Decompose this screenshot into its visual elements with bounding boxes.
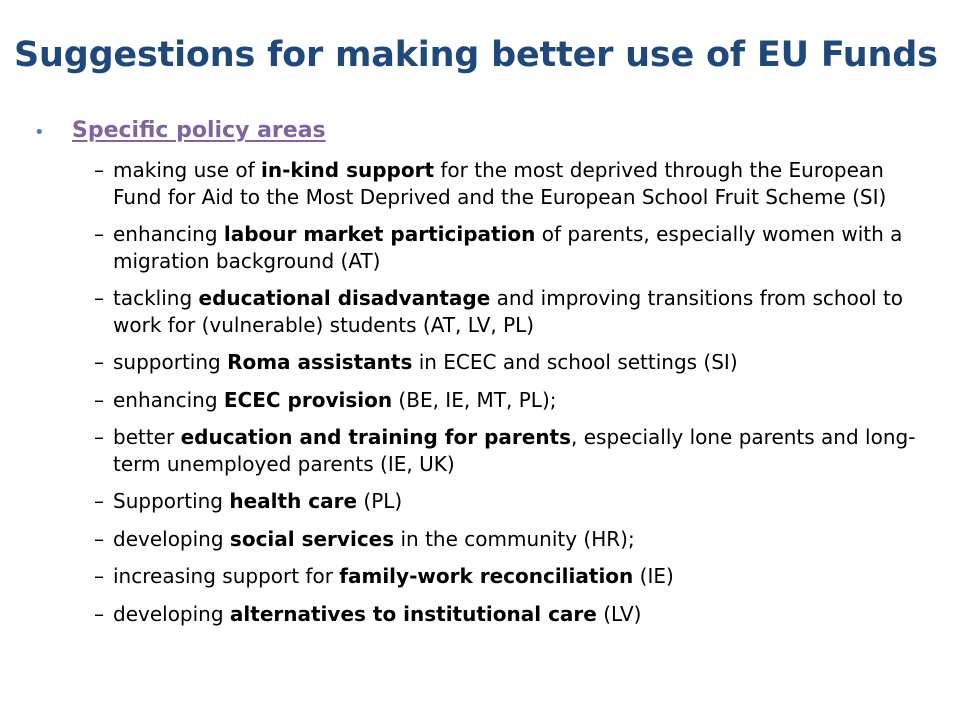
item-text	[113, 387, 920, 414]
item-text-post: (LV)	[596, 601, 642, 626]
list-item	[94, 387, 920, 414]
dash-icon: –	[94, 425, 104, 449]
list-item	[94, 285, 920, 338]
dash-icon: –	[94, 601, 104, 626]
list-item	[94, 563, 920, 590]
item-text	[113, 285, 920, 338]
item-text	[113, 424, 920, 477]
item-text	[113, 563, 920, 590]
item-text-bold: family-work reconciliation	[339, 564, 634, 588]
list-item	[94, 349, 920, 376]
item-text-bold: labour market participation	[223, 222, 536, 246]
list-item	[94, 157, 920, 210]
dash-icon: –	[94, 387, 104, 412]
bullet-dot-icon: •	[34, 122, 45, 143]
item-text-bold: ECEC provision	[223, 387, 393, 412]
item-text-post: and improving transitions from school to work for (vulnerable) students (AT, LV, PL)	[113, 286, 904, 337]
item-text-bold: Roma assistants	[227, 350, 413, 374]
item-text	[113, 157, 920, 210]
list-item	[94, 424, 920, 477]
item-text-bold: health care	[229, 489, 358, 513]
item-text-pre: supporting	[113, 350, 228, 374]
item-text-bold: in-kind support	[261, 158, 435, 182]
item-text-pre: developing	[113, 526, 230, 551]
item-text-bold: alternatives to institutional care	[229, 601, 597, 626]
list-item	[94, 526, 920, 553]
item-text-post: in ECEC and school settings (SI)	[412, 350, 738, 374]
item-text-post: for the most deprived through the European Fund for Aid to the Most Deprived and the European School Fruit Scheme (SI)	[113, 158, 887, 209]
item-text-post: , especially lone parents and long-term unemployed parents (IE, UK)	[113, 425, 916, 476]
section-heading-link[interactable]: Specific policy areas	[72, 118, 326, 143]
dash-icon: –	[94, 350, 104, 374]
item-text-pre: enhancing	[113, 387, 224, 412]
item-text-bold: education and training for parents	[180, 425, 572, 449]
policy-list	[94, 157, 920, 638]
item-text-pre: Supporting	[113, 489, 230, 513]
item-text-post: of parents, especially women with a migration background (AT)	[113, 222, 903, 273]
item-text-bold: educational disadvantage	[198, 286, 491, 310]
dash-icon: –	[94, 158, 104, 182]
item-text-post: (BE, IE, MT, PL);	[392, 387, 557, 412]
item-text-pre: better	[113, 425, 181, 449]
list-item	[94, 488, 920, 515]
item-text	[113, 221, 920, 274]
item-text	[113, 526, 920, 553]
item-text	[113, 488, 920, 515]
item-text-pre: increasing support for	[113, 564, 340, 588]
list-item	[94, 221, 920, 274]
item-text-pre: tackling	[113, 286, 199, 310]
item-text-pre: making use of	[113, 158, 261, 182]
list-item	[94, 601, 920, 628]
item-text	[113, 349, 920, 376]
item-text-post: in the community (HR);	[394, 526, 635, 551]
dash-icon: –	[94, 286, 104, 310]
item-text-bold: social services	[229, 526, 395, 551]
dash-icon: –	[94, 526, 104, 551]
item-text-post: (PL)	[357, 489, 403, 513]
item-text-pre: enhancing	[113, 222, 224, 246]
item-text-pre: developing	[113, 601, 230, 626]
dash-icon: –	[94, 489, 104, 513]
slide-title: Suggestions for making better use of EU Funds	[14, 35, 938, 75]
dash-icon: –	[94, 222, 104, 246]
item-text-post: (IE)	[633, 564, 674, 588]
dash-icon: –	[94, 564, 104, 588]
item-text	[113, 601, 920, 628]
